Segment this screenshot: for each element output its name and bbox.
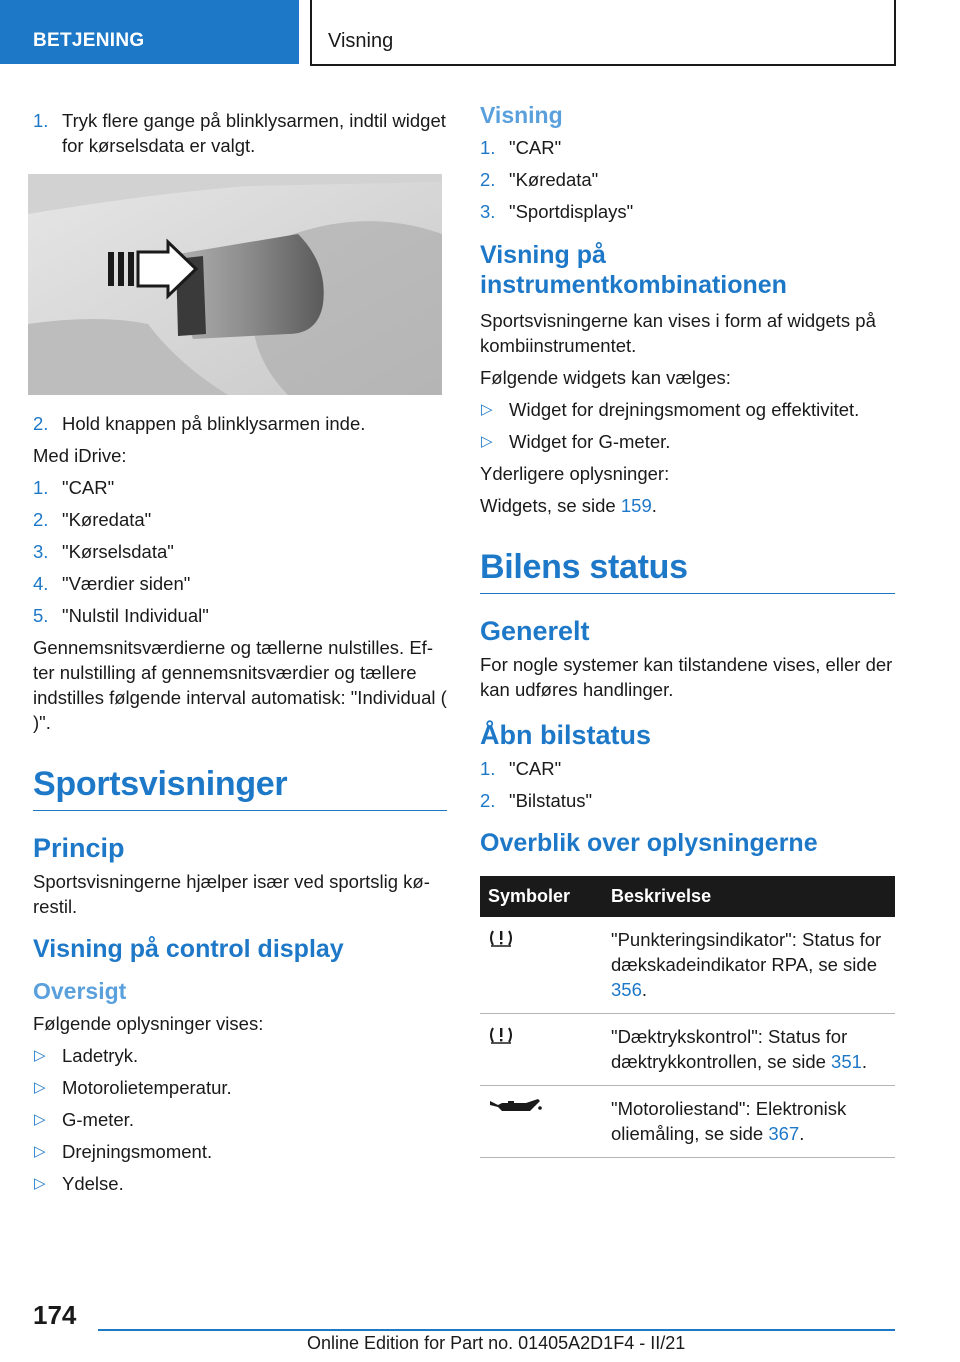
step-number: 5.: [33, 605, 49, 626]
step-text: "CAR": [62, 477, 115, 498]
bullet-triangle-icon: ▷: [481, 401, 493, 418]
list-item: [480, 788, 895, 813]
step-number: 3.: [33, 541, 49, 562]
symbol-cell: [480, 1014, 603, 1086]
step-number: 1.: [33, 110, 49, 131]
description-text: "Dæktrykskontrol": Status for dæktrykkontrollen, se side: [611, 1026, 848, 1072]
step-text: "Værdier siden": [62, 573, 191, 594]
item-text: G-meter.: [62, 1109, 134, 1130]
bullet-triangle-icon: ▷: [34, 1111, 46, 1128]
step-text: "Køredata": [509, 169, 599, 190]
step-number: 2.: [33, 509, 49, 530]
step-number: 3.: [480, 201, 496, 222]
tire-warning-icon: [488, 1026, 514, 1044]
description-text: "Motoroliestand": Elektronisk oliemåling, se side: [611, 1098, 847, 1144]
princip-heading: Princip: [33, 833, 125, 863]
instrument-heading: Visning på instrumentkombinationen: [480, 241, 787, 299]
steps-list-1: [33, 108, 447, 158]
oversigt-list: [33, 1043, 447, 1196]
step-number: 2.: [480, 169, 496, 190]
table-row: [480, 1014, 895, 1086]
left-column: [33, 108, 447, 1203]
list-item: [480, 199, 895, 224]
right-column: [480, 102, 895, 1158]
step-text: Hold knappen på blinklysarmen inde.: [62, 413, 366, 434]
list-item: [33, 1043, 447, 1068]
step-number: 1.: [33, 477, 49, 498]
aabn-bilstatus-heading: Åbn bilstatus: [480, 720, 652, 750]
description-text: "Punkteringsindikator": Status for dækskadeindikator RPA, se side: [611, 929, 882, 975]
widget-list: [480, 397, 895, 454]
page-link[interactable]: 159: [620, 495, 652, 516]
section-tab: BETJENING: [0, 0, 299, 64]
table-row: [480, 1086, 895, 1158]
footer-divider: [98, 1329, 895, 1331]
bullet-triangle-icon: ▷: [34, 1143, 46, 1160]
page-header: [0, 0, 960, 66]
visning-steps: [480, 135, 895, 224]
step-text: "Nulstil Individual": [62, 605, 209, 626]
turn-signal-lever-image: [28, 174, 442, 395]
step-text: "CAR": [509, 137, 562, 158]
idrive-steps: [33, 475, 447, 628]
edition-text: Online Edition for Part no. 01405A2D1F4 - II/21: [307, 1333, 686, 1353]
item-text: Ladetryk.: [62, 1045, 139, 1066]
step-number: 1.: [480, 758, 496, 779]
status-table: [480, 876, 895, 1158]
list-item: [480, 167, 895, 192]
turn-signal-lever-illustration: [28, 174, 442, 395]
chapter-title: Visning: [310, 0, 896, 66]
page-link[interactable]: 367: [768, 1123, 800, 1144]
description-cell: "Punkteringsindikator": Status for dækskadeindikator RPA, se side 356.: [603, 917, 895, 1014]
list-item: [33, 571, 447, 596]
sports-heading: Sportsvisninger: [33, 765, 447, 811]
step-text: "CAR": [509, 758, 562, 779]
visning-heading: Visning: [480, 102, 563, 128]
column-header-symbol: Symboler: [480, 876, 603, 917]
list-item: [33, 1139, 447, 1164]
item-text: Drejningsmoment.: [62, 1141, 213, 1162]
item-text: Widget for drejningsmoment og effektivitet.: [509, 399, 860, 420]
step-number: 4.: [33, 573, 49, 594]
column-header-description: Beskrivelse: [603, 876, 895, 917]
list-item: [33, 507, 447, 532]
list-item: [33, 411, 447, 436]
description-cell: "Dæktrykskontrol": Status for dæktrykkontrollen, se side 351.: [603, 1014, 895, 1086]
oil-can-icon: [488, 1097, 544, 1117]
bullet-triangle-icon: ▷: [34, 1079, 46, 1096]
page-number: 174: [33, 1300, 77, 1330]
widgets-reference: Widgets, se side 159.: [480, 495, 657, 516]
step-number: 2.: [480, 790, 496, 811]
item-text: Widget for G-meter.: [509, 431, 671, 452]
step-text: "Sportdisplays": [509, 201, 634, 222]
generelt-text: For nogle systemer kan tilstandene vises, eller der kan udføres handlinger.: [480, 654, 893, 700]
item-text: Motorolietemperatur.: [62, 1077, 232, 1098]
list-item: [33, 539, 447, 564]
symbol-cell: [480, 917, 603, 1014]
symbol-cell: [480, 1086, 603, 1158]
tire-warning-icon: [488, 929, 514, 947]
list-item: [33, 1107, 447, 1132]
bullet-triangle-icon: ▷: [34, 1047, 46, 1064]
princip-text: Sportsvisningerne hjælper især ved sportslig kørestil.: [33, 871, 430, 917]
step-text: "Bilstatus": [509, 790, 593, 811]
bullet-triangle-icon: ▷: [481, 433, 493, 450]
list-item: [480, 135, 895, 160]
step-number: 1.: [480, 137, 496, 158]
list-item: [480, 429, 895, 454]
page-link[interactable]: 356: [611, 979, 642, 1000]
steps-list-2: [33, 411, 447, 436]
step-text: "Kørselsdata": [62, 541, 174, 562]
control-display-heading: Visning på control display: [33, 935, 344, 963]
reset-paragraph: Gennemsnitsværdierne og tællerne nulstilles. Efter nulstilling af gennemsnitsværdier og tællere indstilles følgende interval automatisk: "Individual ( )".: [33, 637, 447, 733]
instrument-text: Sportsvisningerne kan vises i form af widgets på kombiinstrumentet.: [480, 310, 876, 356]
reference-text: Widgets, se side: [480, 495, 621, 516]
overblik-heading: Overblik over oplysningerne: [480, 829, 818, 857]
bullet-triangle-icon: ▷: [34, 1175, 46, 1192]
list-item: [33, 1075, 447, 1100]
bilens-status-heading: Bilens status: [480, 548, 895, 594]
more-info-label: Yderligere oplysninger:: [480, 463, 670, 484]
description-cell: "Motoroliestand": Elektronisk oliemåling, se side 367.: [603, 1086, 895, 1158]
widgets-intro: Følgende widgets kan vælges:: [480, 367, 731, 388]
list-item: [33, 475, 447, 500]
oversigt-intro: Følgende oplysninger vises:: [33, 1013, 264, 1034]
step-text: "Køredata": [62, 509, 152, 530]
generelt-heading: Generelt: [480, 616, 590, 646]
item-text: Ydelse.: [62, 1173, 124, 1194]
list-item: [480, 756, 895, 781]
list-item: [33, 1171, 447, 1196]
step-text: Tryk flere gange på blinklysarmen, indtil widget for kørselsdata er valgt.: [62, 110, 446, 156]
step-number: 2.: [33, 413, 49, 434]
table-row: [480, 917, 895, 1014]
table-header-row: [480, 876, 895, 917]
oversigt-heading: Oversigt: [33, 978, 127, 1004]
aabn-steps: [480, 756, 895, 813]
list-item: [33, 603, 447, 628]
idrive-label: Med iDrive:: [33, 445, 127, 466]
list-item: [480, 397, 895, 422]
list-item: [33, 108, 447, 158]
page-link[interactable]: 351: [831, 1051, 862, 1072]
